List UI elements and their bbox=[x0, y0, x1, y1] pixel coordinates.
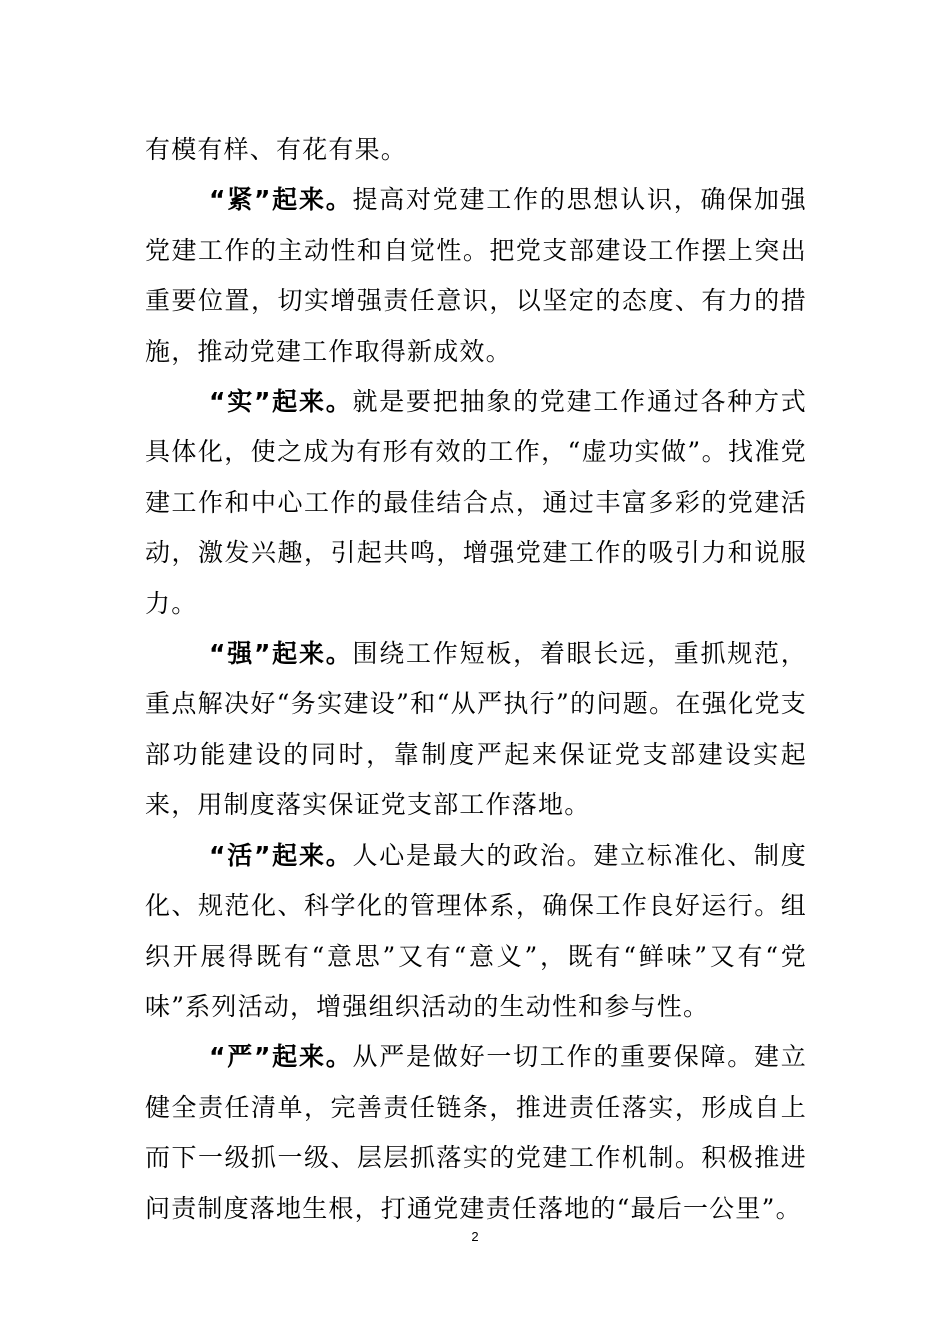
paragraph-jin bbox=[145, 175, 807, 377]
paragraph-lead: “实”起来。 bbox=[209, 387, 353, 417]
paragraph-lead: “严”起来。 bbox=[209, 1042, 353, 1072]
paragraph-yan bbox=[145, 1032, 807, 1234]
paragraph-text: 提高对党建工作的思想认识，确保加强党建工作的主动性和自觉性。把党支部建设工作摆上突出重要位置，切实增强责任意识，以坚定的态度、有力的措施，推动党建工作取得新成效。 bbox=[145, 185, 807, 366]
paragraph-qiang bbox=[145, 629, 807, 831]
paragraph-text: 围绕工作短板，着眼长远，重抓规范，重点解决好“务实建设”和“从严执行”的问题。在强化党支部功能建设的同时，靠制度严起来保证党支部建设实起来，用制度落实保证党支部工作落地。 bbox=[145, 639, 807, 820]
paragraph-lead: “紧”起来。 bbox=[209, 185, 353, 215]
paragraph-text: 有模有样、有花有果。 bbox=[145, 135, 408, 164]
paragraph-shi bbox=[145, 377, 807, 629]
paragraph-text: 就是要把抽象的党建工作通过各种方式具体化，使之成为有形有效的工作，“虚功实做”。找准党建工作和中心工作的最佳结合点，通过丰富多彩的党建活动，激发兴趣，引起共鸣，增强党建工作的吸引力和说服力。 bbox=[145, 387, 807, 618]
paragraph-lead: “强”起来。 bbox=[209, 639, 353, 669]
page-number: 2 bbox=[471, 1229, 479, 1244]
paragraph-huo bbox=[145, 831, 807, 1033]
paragraph-continuation bbox=[145, 125, 807, 175]
paragraph-lead: “活”起来。 bbox=[209, 840, 353, 870]
document-body bbox=[145, 125, 807, 1234]
paragraph-text: 人心是最大的政治。建立标准化、制度化、规范化、科学化的管理体系，确保工作良好运行。组织开展得既有“意思”又有“意义”，既有“鲜味”又有“党味”系列活动，增强组织活动的生动性和参与性。 bbox=[145, 840, 807, 1021]
paragraph-text: 从严是做好一切工作的重要保障。建立健全责任清单，完善责任链条，推进责任落实，形成自上而下一级抓一级、层层抓落实的党建工作机制。积极推进问责制度落地生根，打通党建责任落地的“最后一公里”。 bbox=[145, 1042, 807, 1223]
